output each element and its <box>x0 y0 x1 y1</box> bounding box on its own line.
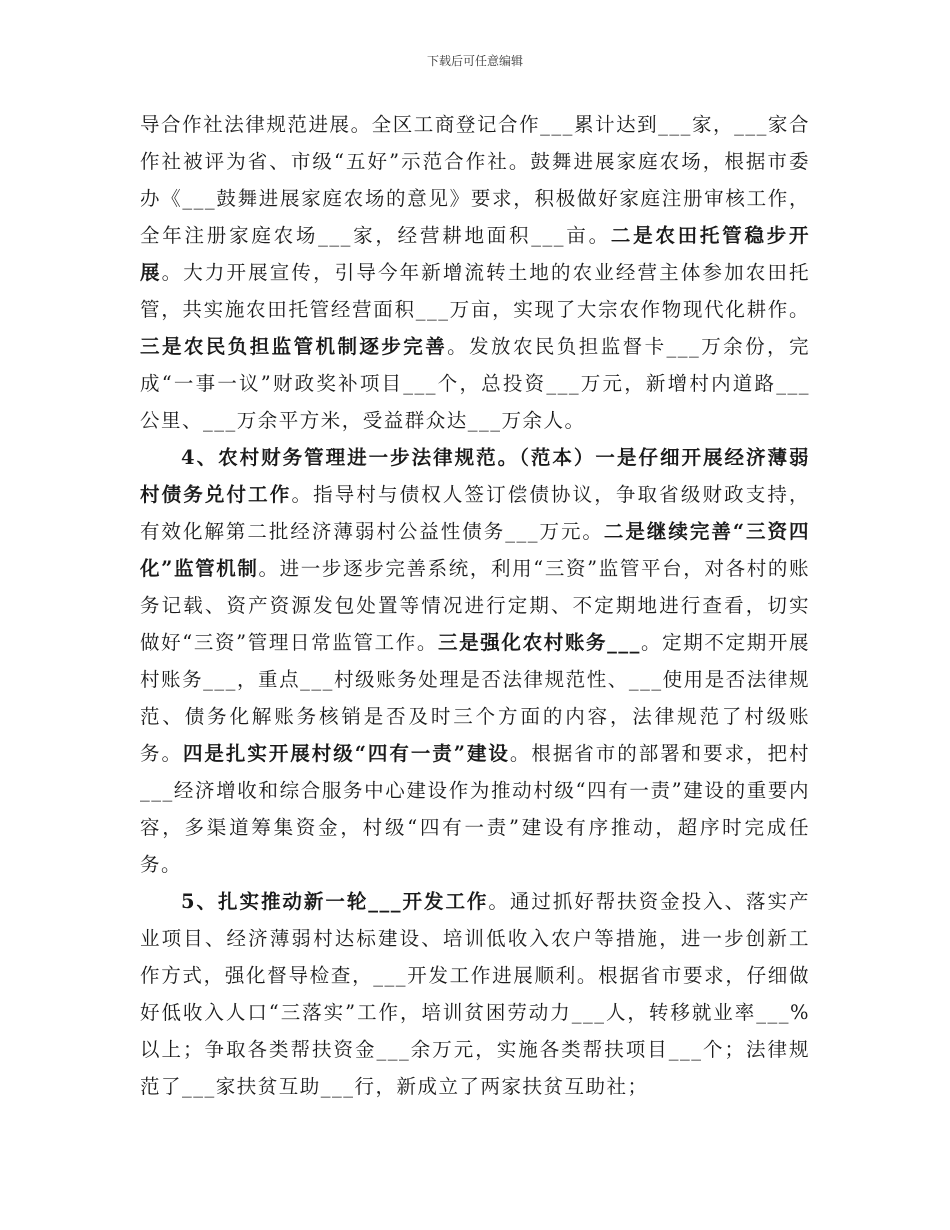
section-heading: 4、农村财务管理进一步法律规范。（范本）一是仔细开展经济薄弱村债务兑付工作 <box>140 446 810 506</box>
bold-heading: 四是扎实开展村级“四有一责”建设 <box>182 742 510 765</box>
paragraph-text: 。进一步逐步完善系统，利用“三资”监管平台，对各村的账务记载、资产资源发包处置等情况进行定期、不定期地进行查看，切实做好“三资”管理日常监管工作。 <box>140 557 810 654</box>
bold-heading: 二是继续完善“三资四化”监管机制 <box>140 520 810 580</box>
document-body <box>140 106 810 1105</box>
paragraph-text: 。指导村与债权人签订偿债协议，争取省级财政支持，有效化解第二批经济薄弱村公益性债务___万元。 <box>140 483 810 543</box>
paragraph <box>140 883 810 1105</box>
bold-heading: 三是强化农村账务___ <box>438 631 641 654</box>
paragraph-text: 。大力开展宣传，引导今年新增流转土地的农业经营主体参加农田托管，共实施农田托管经营面积___万亩，实现了大宗农作物现代化耕作。 <box>140 261 810 321</box>
bold-heading: 三是农民负担监管机制逐步完善 <box>140 335 448 358</box>
section-heading: 5、扎实推动新一轮___开发工作 <box>181 890 489 913</box>
paragraph <box>140 106 810 439</box>
paragraph <box>140 439 810 883</box>
paragraph-text: 。根据省市的部署和要求，把村___经济增收和综合服务中心建设作为推动村级“四有一责”建设的重要内容，多渠道筹集资金，村级“四有一责”建设有序推动，超序时完成任务。 <box>140 742 810 876</box>
page-header: 下载后可任意编辑 <box>426 54 523 68</box>
paragraph-text: 。定期不定期开展村账务___，重点___村级账务处理是否法律规范性、___使用是否法律规范、债务化解账务核销是否及时三个方面的内容，法律规范了村级账务。 <box>140 631 810 765</box>
paragraph-text: 导合作社法律规范进展。全区工商登记合作___累计达到___家，___家合作社被评为省、市级“五好”示范合作社。鼓舞进展家庭农场，根据市委办《___鼓舞进展家庭农场的意见》要求，积极做好家庭注册审核工作，全年注册家庭农场___家，经营耕地面积___亩。 <box>140 113 810 247</box>
paragraph-text: 。发放农民负担监督卡___万余份，完成“一事一议”财政奖补项目___个，总投资___万元，新增村内道路___公里、___万余平方米，受益群众达___万余人。 <box>140 335 810 432</box>
bold-heading: 二是农田托管稳步开展 <box>140 224 810 284</box>
paragraph-text: 。通过抓好帮扶资金投入、落实产业项目、经济薄弱村达标建设、培训低收入农户等措施，进一步创新工作方式，强化督导检查，___开发工作进展顺利。根据省市要求，仔细做好低收入人口“三落实”工作，培训贫困劳动力___人，转移就业率___%以上；争取各类帮扶资金___余万元，实施各类帮扶项目___个；法律规范了___家扶贫互助___行，新成立了两家扶贫互助社； <box>140 890 810 1098</box>
